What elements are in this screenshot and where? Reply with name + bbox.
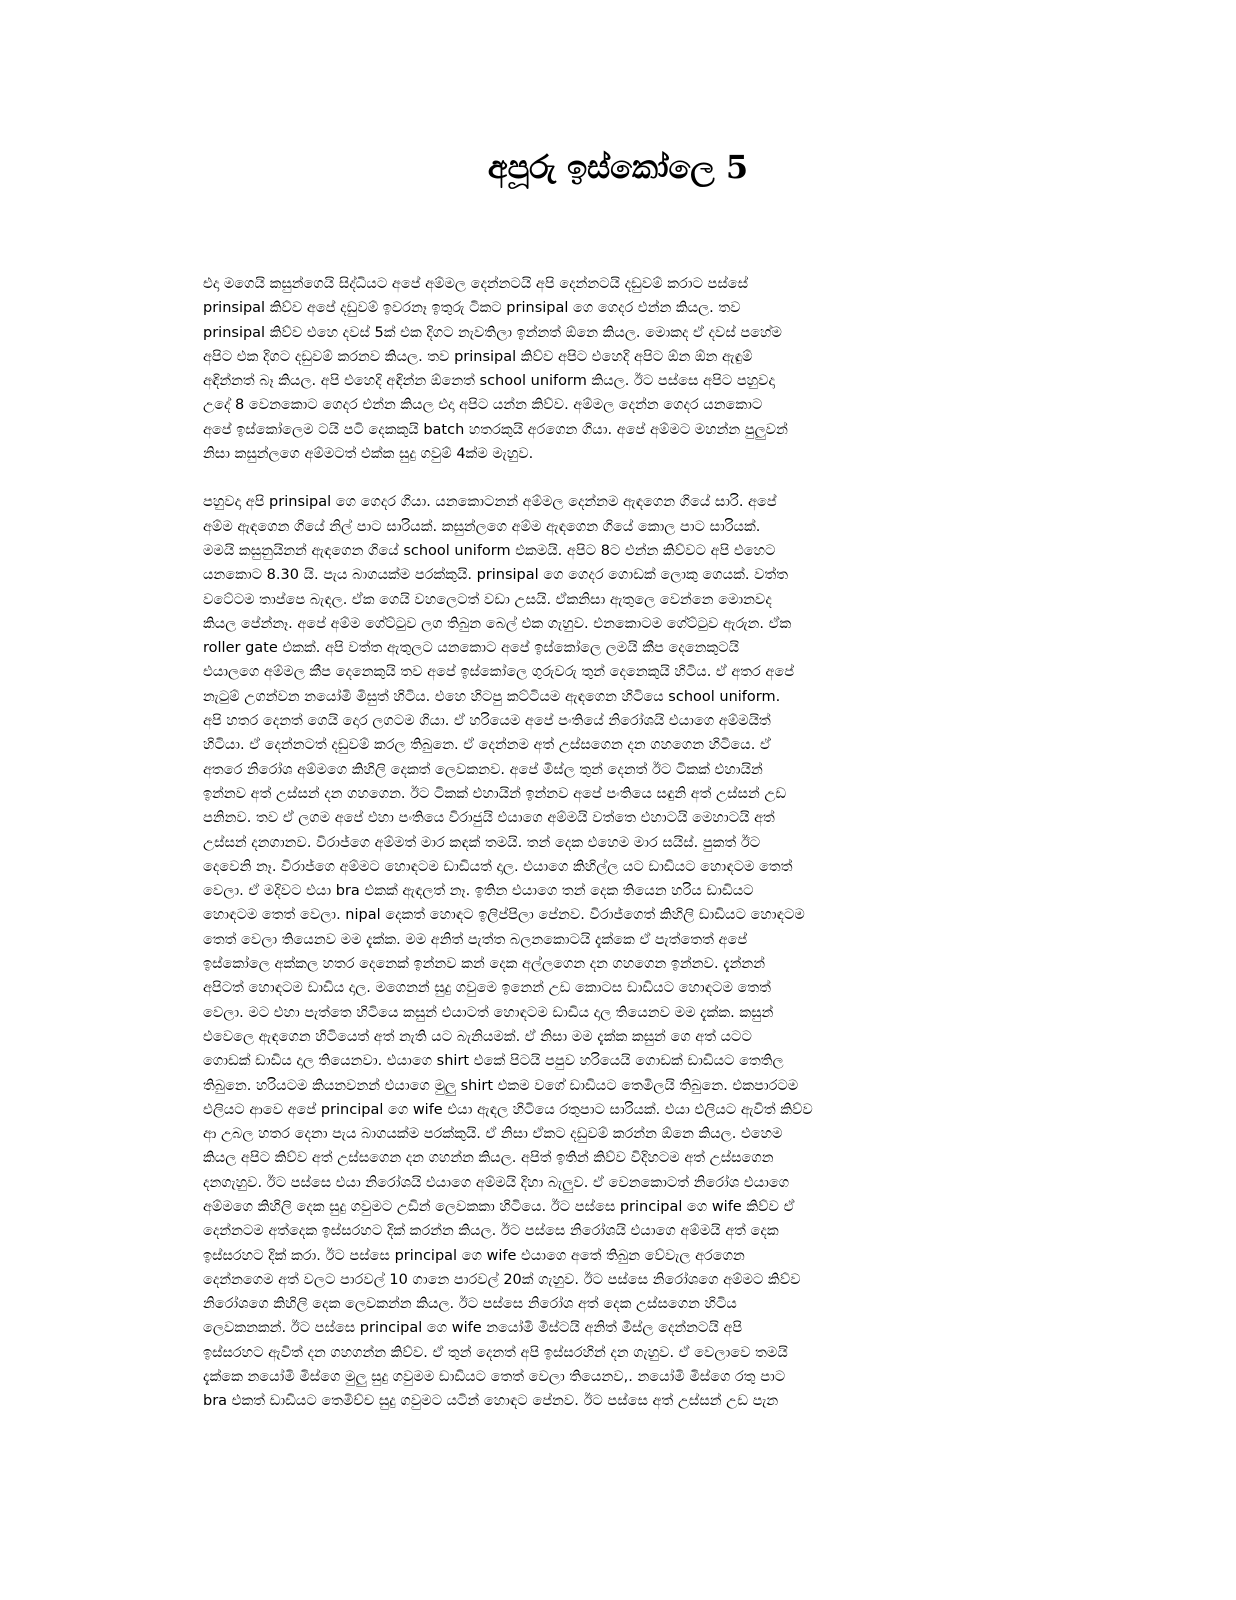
text-line: අපිට එක දිගට දඩුවම් කරනව කියල. තව prinsipal කිව්ව අපිට එහෙදි අපිට ඕන ඕන ඇඳුම්: [203, 348, 753, 365]
text-line: ඉස්සරහට දික් කරා. ඊට පස්සෙ principal ගෙ wife එයාගෙ අතේ තිබුන වේවැල අරගෙන: [203, 1247, 745, 1264]
text-line: නැටුම් උගන්වන නයෝමි මිසුත් හිටිය. එහෙ හිටපු කට්ටියම ඇඳගෙන හිටියෙ school uniform.: [203, 688, 781, 705]
text-line: පනිනව. තව ඒ ලගම අපේ එහා පංතියෙ විරාජුයි එයාගෙ අම්මයි වත්තෙ එහාටයි මෙහාටයි අත්: [203, 810, 775, 827]
paragraph-2: [203, 490, 1028, 1413]
text-line: ඉස්සරහට ඇවිත් දන ගහගන්න කිව්ව. ඒ තුන් දෙනත් අපි ඉස්සරහින් දන ගැහුව. ඒ වෙලාවෙ තමයි: [203, 1344, 788, 1361]
text-line: අම්ම ඇඳගෙන ගියේ නිල් පාට සාරියක්. කසුන්ලගෙ අම්ම ඇඳගෙන ගියේ කොල පාට සාරියක්.: [203, 518, 761, 535]
text-line: ගොඩක් ඩාඩිය දාල තියෙනවා. එයාගෙ shirt එකේ පිටයි පපුව හරියෙයි ගොඩක් ඩාඩියට තෙතිල: [203, 1053, 784, 1070]
text-line: නිසා කසුන්ලගෙ අම්මටත් එක්ක සුදු ගවුම් 4ක්ම මැහුව.: [203, 446, 534, 463]
text-line: දෙවෙනි නෑ. විරාජ්ගෙ අම්මට හොඳටම ඩාඩියත් දාල. එයාගෙ කිහිල්ල යට ඩාඩියට හොඳටම තෙත්: [203, 858, 793, 875]
text-line: bra එකත් ඩාඩියට තෙමිච්ච සුදු ගවුමට යටින් හොඳට පේනව. ඊට පස්සෙ අත් උස්සන් උඩ පැන: [203, 1393, 779, 1410]
page-title: අපූරු ඉස්කෝලෙ 5: [487, 148, 749, 186]
text-line: තෙත් වෙලා තියෙනව මම දැක්ක. මම අනිත් පැත්ත බලනකොටයි දැක්කෙ ඒ පැත්තෙත් අපේ: [203, 931, 748, 948]
text-line: උස්සන් දනගානව. විරාජ්ගෙ අම්මත් මාර කඳක් තමයි. තන් දෙක එහෙම මාර සයිස්. පුකත් ඊට: [203, 834, 761, 851]
text-line: එදා මගෙයි කසුන්ගෙයි සිද්ධියට අපේ අම්මල දෙන්නටයි අපි දෙන්නටයි දඩුවම් කරාට පස්සේ: [203, 276, 749, 292]
text-line: අපිටත් හොඳටම ඩාඩිය දාල. මගෙනන් සුදු ගවුමෙ ඉනෙන් උඩ කොටස ඩාඩියට හොඳටම තෙත්: [203, 980, 771, 997]
text-line: යනකොට 8.30 යි. පැය බාගයක්ම පරක්කුයි. prinsipal ගෙ ගෙදර ගොඩක් ලොකු ගෙයක්. වත්ත: [203, 567, 789, 584]
text-line: කියල පේන්නෑ. අපේ අම්ම ගේට්ටුව ලග තිබුන බෙල් එක ගැහුව. එනකොටම ගේට්ටුව ඇරුන. ඒක: [203, 615, 792, 632]
text-line: තිබුනෙ. හරියටම කියනවනන් එයාගෙ මුලු shirt එකම වගේ ඩාඩියට තෙමිලයි තිබුනෙ. එකපාරටම: [203, 1077, 799, 1094]
text-line: නිරෝශගෙ කිහිලි දෙක ලෙවකන්න කියල. ඊට පස්සෙ නිරෝශ අත් දෙක උස්සගෙන හිටිය: [203, 1296, 737, 1313]
body-text: [203, 272, 1028, 1414]
text-line: prinsipal කිව්ව අපේ දඩුවම් ඉවරනෑ ඉතුරු ටිකට prinsipal ගෙ ගෙදර එන්න කියල. තව: [203, 300, 741, 317]
text-line: අම්මගෙ කිහිලි දෙක සුදු ගවුමට උඩින් ලෙවකකා හිටියෙ. ඊට පස්සෙ principal ගෙ wife කිව්ව ඒ: [203, 1198, 795, 1215]
text-line: පහුවදා අපි prinsipal ගෙ ගෙදර ගියා. යනකොටනන් අම්මල දෙන්නම ඇඳගෙන ගියේ සාරි. අපේ: [203, 494, 777, 511]
text-line: උදේ 8 වෙනකොට ගෙදර එන්න කියල එදා අපිට යන්න කිව්ව. අම්මල දෙන්න ගෙදර යනකොට: [203, 397, 763, 414]
text-line: ඉස්කෝලෙ අක්කල හතර දෙනෙක් ඉන්නව කන් දෙක අල්ලගෙන දන ගහගෙන ඉන්නව. දැන්නන්: [203, 956, 765, 973]
text-line: වෙලා. මට එහා පැත්තෙ හිටියෙ කසුන් එයාටත් හොඳටම ඩාඩිය දාල තියෙනව මම දැක්ක. කසුන්: [203, 1004, 774, 1021]
text-line: එලියට ආවෙ අපේ principal ගෙ wife එයා ඇඳල හිටියෙ රතුපාට සාරියක්. එයා එලියට ඇවිත් කිව්ව: [203, 1101, 813, 1118]
text-line: අඳින්නත් බෑ කියල. අපි එහෙදි අඳින්න ඕනෙත් school uniform කියල. ඊට පස්සෙ අපිට පහුවදා: [203, 373, 775, 390]
text-line: දෙන්නගෙම අත් වලට පාරවල් 10 ගානෙ පාරවල් 20ක් ගැහුව. ඊට පස්සෙ නිරෝශගෙ අම්මට කිව්ව: [203, 1271, 801, 1288]
text-line: එවෙලෙ ඇඳගෙන හිටියෙත් අත් නැති යට බැනියමක්. ඒ නිසා මම දැක්ක කසුන් ගෙ අත් යටට: [203, 1028, 752, 1045]
text-line: දනගැහුව. ඊට පස්සෙ එයා නිරෝශයි එයාගෙ අම්මයි දිහා බැලුව. ඒ වෙනකොටත් නිරෝශ එයාගෙ: [203, 1174, 790, 1191]
paragraph-1: [203, 272, 1028, 466]
text-line: ඉන්නව අත් උස්සන් දන ගහගෙන. ඊට ටිකක් එහායින් ඉන්නව අපේ පංතියෙ සඳුනි අත් උස්සන් උඩ: [203, 785, 787, 802]
text-line: roller gate එකක්. අපි වත්ත ඇතුලට යනකොට අපේ ඉස්කෝලෙ ලමයි කීප දෙනෙකුටයි: [203, 640, 740, 657]
text-line: ආ උබල හතර දෙනා පැය බාගයක්ම පරක්කුයි. ඒ නිසා ඒකට දඩුවම් කරන්න ඕනෙ කියල. එහෙම: [203, 1126, 783, 1143]
text-line: මමයි කසුනුයිනන් ඇඳගෙන ගියේ school uniform එකමයි. අපිට 8ට එන්න කිව්වට අපි එහෙට: [203, 542, 776, 559]
text-line: හිටියා. ඒ දෙන්නටත් දඩුවම් කරල තිබුනෙ. ඒ දෙන්නම අත් උස්සගෙන දන ගහගෙන හිටියෙ. ඒ: [203, 737, 771, 754]
text-line: වටේටම තාප්පෙ බැඳල. ඒක ගෙයි වහලෙටත් වඩා උසයි. ඒකනිසා ඇතුලෙ වෙන්නෙ මොනවද: [203, 591, 772, 608]
text-line: කියල අපිට කිව්ව අත් උස්සගෙන දන ගහන්න කියල. අපිත් ඉතින් කිව්ව විදිහටම අත් උස්සගෙන: [203, 1150, 774, 1167]
text-line: prinsipal කිව්ව එහෙ දවස් 5ක් එක දිගට නැවතිලා ඉන්නත් ඕනෙ කියල. මොකද ඒ දවස් පහේම: [203, 324, 782, 341]
text-line: දෙන්නටම අත්දෙක ඉස්සරහට දික් කරන්න කියල. ඊට පස්සෙ නිරෝශයි එයාගෙ අම්මයි අත් දෙක: [203, 1223, 779, 1240]
text-line: අතරෙ නිරෝශ අම්මගෙ කිහිලි දෙකත් ලෙවකනව. අපේ මිස්ල තුන් දෙනත් ඊට ටිකක් එහායින්: [203, 761, 763, 778]
text-line: හොඳටම තෙත් වෙලා. nipal දෙකත් හොඳට ඉලිප්පිලා පේනව. විරාජ්ගෙත් කිහිලි ඩාඩියට හොඳටම: [203, 907, 805, 924]
text-line: ලෙවකනකන්. ඊට පස්සෙ principal ගෙ wife නයෝමි මිස්ටයි අනිත් මිස්ල දෙන්නටයි අපි: [203, 1320, 743, 1337]
text-line: අපි හතර දෙනත් ගෙයි දොර ලගටම ගියා. ඒ හරියෙම අපේ පංතියේ නිරෝශයි එයාගෙ අම්මයිත්: [203, 713, 771, 730]
text-line: දැක්කෙ නයෝමි මිස්ගෙ මුලු සුදු ගවුමම ඩාඩියට තෙත් වෙලා තියෙනව,. නයෝමි මිස්ගෙ රතු පාට: [203, 1369, 786, 1386]
text-line: එයාලගෙ අම්මල කීප දෙනෙකුයි තව අපේ ඉස්කෝලෙ ගුරුවරු තුන් දෙනෙකුයි හිටිය. ඒ අතර අපේ: [203, 664, 795, 681]
text-line: අපේ ඉස්කෝලෙම ටයි පටි දෙකකුයි batch හතරකුයි අරගෙන ගියා. අපේ අම්මට මහන්න පුලුවන්: [203, 421, 788, 438]
text-line: වෙලා. ඒ මදිවට එයා bra එකක් ඇඳලත් නෑ. ඉතින එයාගෙ තන් දෙක තියෙන හරිය ඩාඩියට: [203, 883, 754, 900]
